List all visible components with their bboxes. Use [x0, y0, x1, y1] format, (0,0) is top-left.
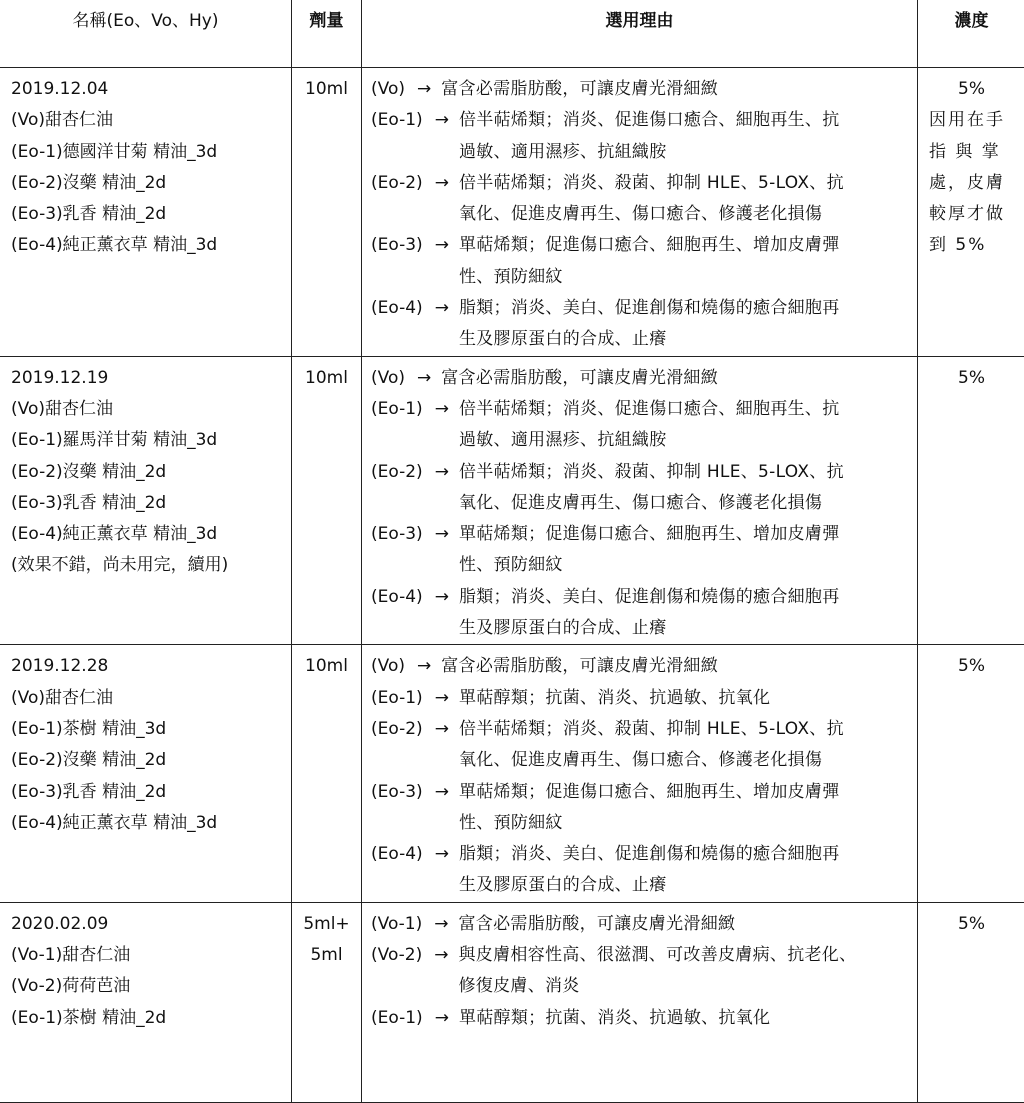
reason-text — [459, 683, 917, 714]
concentration-note: 處，皮膚 — [918, 168, 1024, 199]
reason-code: (Vo-1) — [371, 909, 422, 940]
dose-cell — [292, 356, 362, 645]
concentration-cell — [918, 356, 1024, 645]
header-dose: 劑量 — [292, 0, 362, 68]
name-cell — [0, 902, 292, 1102]
dose-cell — [292, 68, 362, 357]
concentration-note: 到 5% — [918, 230, 1024, 261]
reason-item — [371, 293, 917, 356]
reason-code: (Vo) — [371, 74, 405, 105]
reason-item — [371, 909, 917, 940]
arrow-icon: → — [435, 777, 449, 840]
reason-line: 氧化、促進皮膚再生、傷口癒合、修護老化損傷 — [459, 199, 903, 230]
reason-line: 脂類；消炎、美白、促進創傷和燒傷的癒合細胞再 — [459, 582, 903, 613]
reason-line: 單萜醇類；抗菌、消炎、抗過敏、抗氧化 — [459, 683, 903, 714]
reason-code: (Vo) — [371, 363, 405, 394]
reason-text — [459, 230, 917, 293]
arrow-icon: → — [417, 363, 431, 394]
reason-text — [459, 909, 918, 940]
dose-value: 10ml — [292, 651, 361, 682]
arrow-icon: → — [434, 909, 448, 940]
arrow-icon: → — [435, 394, 449, 457]
name-line: (Eo-2)沒藥 精油_2d — [11, 745, 291, 776]
dose-value: 5ml — [292, 940, 361, 971]
reason-code: (Eo-4) — [371, 839, 423, 902]
reason-line: 脂類；消炎、美白、促進創傷和燒傷的癒合細胞再 — [459, 839, 903, 870]
reason-code: (Eo-3) — [371, 519, 423, 582]
name-line: (Vo-1)甜杏仁油 — [11, 940, 291, 971]
reason-line: 倍半萜烯類；消炎、促進傷口癒合、細胞再生、抗 — [459, 105, 903, 136]
reason-code: (Vo) — [371, 651, 405, 682]
table-row — [0, 356, 1024, 645]
reason-line: 倍半萜烯類；消炎、殺菌、抑制 HLE、5-LOX、抗 — [459, 457, 903, 488]
name-line: (Eo-3)乳香 精油_2d — [11, 199, 291, 230]
reason-text — [459, 839, 917, 902]
concentration-value: 5% — [918, 651, 1024, 682]
dose-value: 5ml+ — [292, 909, 361, 940]
name-line: 2019.12.28 — [11, 651, 291, 682]
arrow-icon: → — [435, 582, 449, 645]
reason-line: 單萜烯類；促進傷口癒合、細胞再生、增加皮膚彈 — [459, 777, 903, 808]
reason-item — [371, 363, 917, 394]
name-line: (Vo)甜杏仁油 — [11, 105, 291, 136]
arrow-icon: → — [435, 293, 449, 356]
arrow-icon: → — [435, 1003, 449, 1034]
reason-line: 富含必需脂肪酸，可讓皮膚光滑細緻 — [441, 74, 903, 105]
concentration-note: 較厚才做 — [918, 199, 1024, 230]
concentration-note: 因用在手 — [918, 105, 1024, 136]
reason-line: 脂類；消炎、美白、促進創傷和燒傷的癒合細胞再 — [459, 293, 903, 324]
header-reason: 選用理由 — [362, 0, 918, 68]
reason-item — [371, 839, 917, 902]
reason-text — [459, 457, 917, 520]
reason-item — [371, 714, 917, 777]
reason-line: 單萜醇類；抗菌、消炎、抗過敏、抗氧化 — [459, 1003, 903, 1034]
header-row — [0, 0, 1024, 68]
arrow-icon: → — [435, 714, 449, 777]
reason-text — [441, 363, 917, 394]
concentration-cell — [918, 645, 1024, 902]
concentration-value: 5% — [918, 74, 1024, 105]
reason-item — [371, 230, 917, 293]
name-cell — [0, 356, 292, 645]
reason-line: 性、預防細紋 — [459, 262, 903, 293]
reason-code: (Eo-1) — [371, 105, 423, 168]
reason-cell — [362, 645, 918, 902]
name-line: (Eo-3)乳香 精油_2d — [11, 777, 291, 808]
reason-code: (Eo-1) — [371, 1003, 423, 1034]
reason-line: 單萜烯類；促進傷口癒合、細胞再生、增加皮膚彈 — [459, 519, 903, 550]
reason-code: (Vo-2) — [371, 940, 422, 1003]
reason-item — [371, 457, 917, 520]
reason-text — [459, 394, 917, 457]
reason-cell — [362, 356, 918, 645]
reason-item — [371, 105, 917, 168]
table-row — [0, 68, 1024, 357]
name-line: (Eo-2)沒藥 精油_2d — [11, 168, 291, 199]
reason-line: 性、預防細紋 — [459, 550, 903, 581]
reason-text — [459, 293, 917, 356]
reason-line: 生及膠原蛋白的合成、止癢 — [459, 870, 903, 901]
concentration-cell — [918, 68, 1024, 357]
reason-line: 倍半萜烯類；消炎、促進傷口癒合、細胞再生、抗 — [459, 394, 903, 425]
reason-line: 富含必需脂肪酸，可讓皮膚光滑細緻 — [459, 909, 904, 940]
reason-item — [371, 1003, 917, 1034]
reason-text — [459, 714, 917, 777]
reason-text — [441, 74, 917, 105]
reason-code: (Eo-4) — [371, 293, 423, 356]
reason-text — [459, 777, 917, 840]
arrow-icon: → — [435, 105, 449, 168]
reason-item — [371, 940, 917, 1003]
reason-line: 氧化、促進皮膚再生、傷口癒合、修護老化損傷 — [459, 745, 903, 776]
name-line: (效果不錯，尚未用完，續用) — [11, 550, 291, 581]
reason-item — [371, 582, 917, 645]
name-line: (Vo)甜杏仁油 — [11, 394, 291, 425]
arrow-icon: → — [435, 683, 449, 714]
reason-item — [371, 394, 917, 457]
reason-item — [371, 74, 917, 105]
reason-line: 富含必需脂肪酸，可讓皮膚光滑細緻 — [441, 651, 903, 682]
concentration-note: 指 與 掌 — [918, 137, 1024, 168]
name-line: (Eo-1)茶樹 精油_2d — [11, 1003, 291, 1034]
reason-item — [371, 519, 917, 582]
name-line: (Eo-1)茶樹 精油_3d — [11, 714, 291, 745]
reason-line: 富含必需脂肪酸，可讓皮膚光滑細緻 — [441, 363, 903, 394]
name-line: 2019.12.19 — [11, 363, 291, 394]
reason-line: 與皮膚相容性高、很滋潤、可改善皮膚病、抗老化、 — [459, 940, 904, 971]
name-cell — [0, 68, 292, 357]
name-line: (Eo-4)純正薰衣草 精油_3d — [11, 808, 291, 839]
reason-line: 過敏、適用濕疹、抗組織胺 — [459, 137, 903, 168]
name-line: (Vo)甜杏仁油 — [11, 683, 291, 714]
concentration-cell — [918, 902, 1024, 1102]
reason-cell — [362, 68, 918, 357]
reason-cell — [362, 902, 918, 1102]
arrow-icon: → — [417, 74, 431, 105]
reason-line: 單萜烯類；促進傷口癒合、細胞再生、增加皮膚彈 — [459, 230, 903, 261]
arrow-icon: → — [435, 457, 449, 520]
dose-cell — [292, 645, 362, 902]
reason-code: (Eo-3) — [371, 777, 423, 840]
name-line: 2019.12.04 — [11, 74, 291, 105]
arrow-icon: → — [435, 519, 449, 582]
reason-line: 生及膠原蛋白的合成、止癢 — [459, 613, 903, 644]
reason-line: 倍半萜烯類；消炎、殺菌、抑制 HLE、5-LOX、抗 — [459, 714, 903, 745]
name-line: (Eo-4)純正薰衣草 精油_3d — [11, 519, 291, 550]
arrow-icon: → — [435, 168, 449, 231]
reason-item — [371, 168, 917, 231]
reason-code: (Eo-4) — [371, 582, 423, 645]
reason-line: 生及膠原蛋白的合成、止癢 — [459, 324, 903, 355]
reason-code: (Eo-1) — [371, 394, 423, 457]
name-line: (Eo-1)羅馬洋甘菊 精油_3d — [11, 425, 291, 456]
concentration-value: 5% — [918, 363, 1024, 394]
name-line: (Eo-1)德國洋甘菊 精油_3d — [11, 137, 291, 168]
arrow-icon: → — [435, 839, 449, 902]
reason-item — [371, 651, 917, 682]
reason-line: 倍半萜烯類；消炎、殺菌、抑制 HLE、5-LOX、抗 — [459, 168, 903, 199]
reason-code: (Eo-2) — [371, 457, 423, 520]
reason-text — [459, 168, 917, 231]
concentration-value: 5% — [918, 909, 1024, 940]
table-row — [0, 902, 1024, 1102]
name-line: (Vo-2)荷荷芭油 — [11, 971, 291, 1002]
arrow-icon: → — [434, 940, 448, 1003]
dose-value: 10ml — [292, 74, 361, 105]
reason-code: (Eo-1) — [371, 683, 423, 714]
reason-text — [459, 105, 917, 168]
table-row — [0, 645, 1024, 902]
reason-text — [459, 1003, 917, 1034]
arrow-icon: → — [435, 230, 449, 293]
reason-text — [459, 519, 917, 582]
header-name: 名稱(Eo、Vo、Hy) — [0, 0, 292, 68]
name-line: (Eo-3)乳香 精油_2d — [11, 488, 291, 519]
reason-text — [441, 651, 917, 682]
name-line: (Eo-4)純正薰衣草 精油_3d — [11, 230, 291, 261]
dose-cell — [292, 902, 362, 1102]
reason-code: (Eo-3) — [371, 230, 423, 293]
reason-text — [459, 582, 917, 645]
reason-line: 修復皮膚、消炎 — [459, 971, 904, 1002]
name-line: 2020.02.09 — [11, 909, 291, 940]
reason-code: (Eo-2) — [371, 714, 423, 777]
reason-line: 氧化、促進皮膚再生、傷口癒合、修護老化損傷 — [459, 488, 903, 519]
reason-line: 性、預防細紋 — [459, 808, 903, 839]
reason-item — [371, 683, 917, 714]
reason-line: 過敏、適用濕疹、抗組織胺 — [459, 425, 903, 456]
reason-item — [371, 777, 917, 840]
name-line: (Eo-2)沒藥 精油_2d — [11, 457, 291, 488]
name-cell — [0, 645, 292, 902]
header-concentration: 濃度 — [918, 0, 1024, 68]
dose-value: 10ml — [292, 363, 361, 394]
reason-text — [459, 940, 918, 1003]
arrow-icon: → — [417, 651, 431, 682]
reason-code: (Eo-2) — [371, 168, 423, 231]
